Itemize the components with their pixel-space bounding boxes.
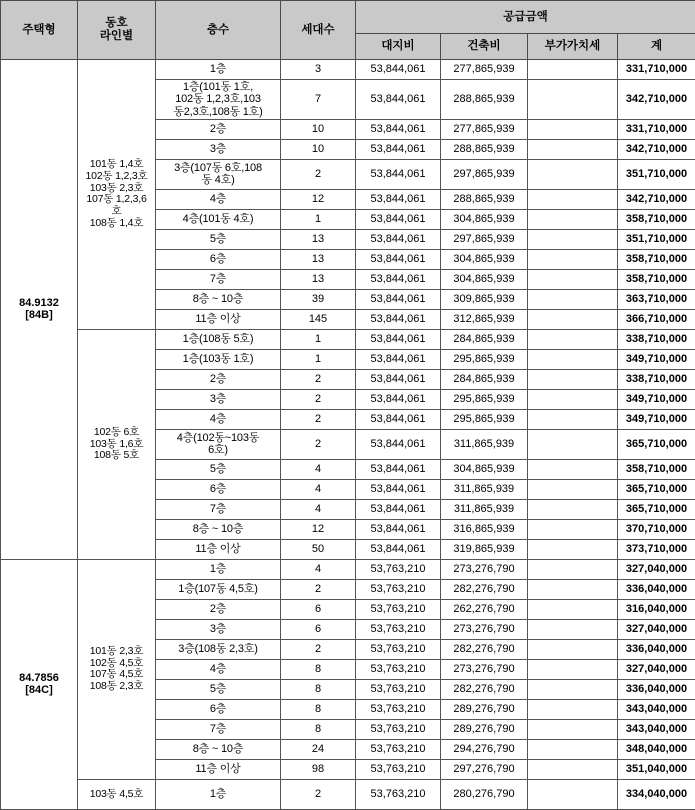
total-cell: 363,710,000 [618,289,695,309]
vat-cell [528,519,618,539]
line-by-unit-text: 103동 1,6호 [80,439,153,451]
vat-cell [528,329,618,349]
households-cell: 13 [281,229,356,249]
floor-cell: 3층 [156,389,281,409]
vat-cell [528,289,618,309]
housing-type-code: [84C] [3,684,75,696]
building-cost-cell: 294,276,790 [441,739,528,759]
floor-text: 1층(101동 1호, [158,81,278,93]
floor-cell: 2층 [156,369,281,389]
floor-cell: 8층 ~ 10층 [156,289,281,309]
building-cost-cell: 304,865,939 [441,249,528,269]
households-cell: 12 [281,189,356,209]
floor-cell: 5층 [156,679,281,699]
floor-cell: 1층 [156,60,281,80]
households-cell: 2 [281,639,356,659]
floor-cell: 11층 이상 [156,539,281,559]
land-cost-cell: 53,844,061 [356,519,441,539]
line-by-unit-text: 102동 4,5호 [80,658,153,670]
building-cost-cell: 311,865,939 [441,499,528,519]
floor-cell: 5층 [156,459,281,479]
land-cost-cell: 53,844,061 [356,499,441,519]
building-cost-cell: 316,865,939 [441,519,528,539]
header-supply-amount: 공급금액 [356,1,695,34]
vat-cell [528,699,618,719]
header-line-by-unit [78,1,156,60]
total-cell: 331,710,000 [618,119,695,139]
floor-cell: 1층(108동 5호) [156,329,281,349]
housing-type-cell [1,60,78,560]
households-cell: 4 [281,499,356,519]
building-cost-cell: 304,865,939 [441,459,528,479]
building-cost-cell: 288,865,939 [441,80,528,120]
households-cell: 2 [281,429,356,459]
line-by-unit-text: 102동 6호 [80,427,153,439]
floor-text: 동2,3호,108동 1호) [158,106,278,118]
households-cell: 10 [281,139,356,159]
floor-cell: 4층 [156,189,281,209]
building-cost-cell: 262,276,790 [441,599,528,619]
building-cost-cell: 295,865,939 [441,389,528,409]
floor-cell [156,80,281,120]
land-cost-cell: 53,844,061 [356,349,441,369]
vat-cell [528,639,618,659]
total-cell: 349,710,000 [618,409,695,429]
total-cell: 338,710,000 [618,369,695,389]
floor-cell: 6층 [156,479,281,499]
floor-text: 4층(102동~103동 [158,432,278,444]
land-cost-cell: 53,844,061 [356,159,441,189]
households-cell: 10 [281,119,356,139]
building-cost-cell: 304,865,939 [441,209,528,229]
housing-type-area: 84.9132 [3,297,75,309]
floor-cell: 11층 이상 [156,759,281,779]
vat-cell [528,119,618,139]
vat-cell [528,349,618,369]
vat-cell [528,159,618,189]
building-cost-cell: 297,865,939 [441,159,528,189]
building-cost-cell: 273,276,790 [441,559,528,579]
land-cost-cell: 53,763,210 [356,679,441,699]
vat-cell [528,189,618,209]
total-cell: 351,710,000 [618,159,695,189]
households-cell: 1 [281,329,356,349]
land-cost-cell: 53,844,061 [356,209,441,229]
households-cell: 4 [281,559,356,579]
floor-cell [156,429,281,459]
vat-cell [528,249,618,269]
vat-cell [528,559,618,579]
total-cell: 365,710,000 [618,479,695,499]
line-by-unit-text: 107동 4,5호 [80,669,153,681]
vat-cell [528,369,618,389]
land-cost-cell: 53,763,210 [356,759,441,779]
total-cell: 358,710,000 [618,269,695,289]
vat-cell [528,619,618,639]
land-cost-cell: 53,844,061 [356,269,441,289]
line-by-unit-text: 107동 1,2,3,6 [80,194,153,206]
vat-cell [528,719,618,739]
land-cost-cell: 53,844,061 [356,539,441,559]
line-by-unit-text: 호 [80,206,153,218]
line-by-unit-text: 108동 2,3호 [80,681,153,693]
households-cell: 145 [281,309,356,329]
floor-cell: 1층(103동 1호) [156,349,281,369]
floor-cell: 3층 [156,139,281,159]
total-cell: 365,710,000 [618,499,695,519]
land-cost-cell: 53,763,210 [356,699,441,719]
housing-type-area: 84.7856 [3,672,75,684]
line-by-unit-text: 101동 1,4호 [80,159,153,171]
table-row [1,329,695,349]
building-cost-cell: 297,276,790 [441,759,528,779]
building-cost-cell: 312,865,939 [441,309,528,329]
building-cost-cell: 282,276,790 [441,639,528,659]
vat-cell [528,309,618,329]
total-cell: 316,040,000 [618,599,695,619]
land-cost-cell: 53,763,210 [356,599,441,619]
total-cell: 358,710,000 [618,209,695,229]
floor-cell: 11층 이상 [156,309,281,329]
vat-cell [528,139,618,159]
total-cell: 351,040,000 [618,759,695,779]
land-cost-cell: 53,844,061 [356,80,441,120]
line-by-unit-text: 108동 5호 [80,450,153,462]
vat-cell [528,759,618,779]
building-cost-cell: 280,276,790 [441,779,528,809]
total-cell: 338,710,000 [618,329,695,349]
households-cell: 13 [281,249,356,269]
floor-text: 6호) [158,444,278,456]
land-cost-cell: 53,763,210 [356,659,441,679]
total-cell: 342,710,000 [618,189,695,209]
total-cell: 351,710,000 [618,229,695,249]
building-cost-cell: 282,276,790 [441,679,528,699]
building-cost-cell: 277,865,939 [441,119,528,139]
building-cost-cell: 289,276,790 [441,719,528,739]
vat-cell [528,479,618,499]
line-by-unit-text: 101동 2,3호 [80,646,153,658]
line-by-unit-cell [78,559,156,779]
vat-cell [528,80,618,120]
households-cell: 98 [281,759,356,779]
households-cell: 2 [281,579,356,599]
total-cell: 336,040,000 [618,639,695,659]
total-cell: 342,710,000 [618,139,695,159]
total-cell: 342,710,000 [618,80,695,120]
vat-cell [528,429,618,459]
land-cost-cell: 53,844,061 [356,429,441,459]
header-households: 세대수 [281,1,356,60]
households-cell: 4 [281,459,356,479]
header-vat: 부가가치세 [528,34,618,60]
households-cell: 1 [281,349,356,369]
floor-cell: 7층 [156,719,281,739]
vat-cell [528,779,618,809]
building-cost-cell: 311,865,939 [441,479,528,499]
households-cell: 8 [281,719,356,739]
building-cost-cell: 284,865,939 [441,369,528,389]
building-cost-cell: 311,865,939 [441,429,528,459]
building-cost-cell: 284,865,939 [441,329,528,349]
households-cell: 8 [281,679,356,699]
building-cost-cell: 282,276,790 [441,579,528,599]
building-cost-cell: 273,276,790 [441,619,528,639]
land-cost-cell: 53,844,061 [356,289,441,309]
building-cost-cell: 277,865,939 [441,60,528,80]
total-cell: 358,710,000 [618,459,695,479]
vat-cell [528,409,618,429]
building-cost-cell: 309,865,939 [441,289,528,309]
header-row-main [1,1,695,34]
total-cell: 349,710,000 [618,389,695,409]
land-cost-cell: 53,844,061 [356,249,441,269]
floor-cell: 7층 [156,269,281,289]
building-cost-cell: 295,865,939 [441,409,528,429]
floor-cell: 4층 [156,659,281,679]
land-cost-cell: 53,844,061 [356,389,441,409]
land-cost-cell: 53,844,061 [356,369,441,389]
header-building-cost: 건축비 [441,34,528,60]
land-cost-cell: 53,844,061 [356,459,441,479]
land-cost-cell: 53,844,061 [356,229,441,249]
vat-cell [528,499,618,519]
line-by-unit-cell [78,60,156,330]
floor-cell: 8층 ~ 10층 [156,739,281,759]
total-cell: 358,710,000 [618,249,695,269]
floor-text: 102동 1,2,3호,103 [158,93,278,105]
floor-cell: 3층 [156,619,281,639]
households-cell: 6 [281,619,356,639]
floor-cell: 7층 [156,499,281,519]
land-cost-cell: 53,763,210 [356,559,441,579]
vat-cell [528,659,618,679]
total-cell: 373,710,000 [618,539,695,559]
land-cost-cell: 53,844,061 [356,189,441,209]
land-cost-cell: 53,763,210 [356,779,441,809]
floor-cell: 8층 ~ 10층 [156,519,281,539]
line-by-unit-text: 108동 1,4호 [80,218,153,230]
total-cell: 343,040,000 [618,719,695,739]
floor-cell: 2층 [156,119,281,139]
building-cost-cell: 319,865,939 [441,539,528,559]
households-cell: 12 [281,519,356,539]
header-line-by-unit-line2: 라인별 [80,30,153,43]
total-cell: 370,710,000 [618,519,695,539]
total-cell: 343,040,000 [618,699,695,719]
line-by-unit-text: 103동 2,3호 [80,183,153,195]
floor-cell: 1층 [156,779,281,809]
vat-cell [528,539,618,559]
building-cost-cell: 295,865,939 [441,349,528,369]
households-cell: 8 [281,699,356,719]
floor-cell: 1층 [156,559,281,579]
total-cell: 327,040,000 [618,619,695,639]
floor-cell [156,159,281,189]
floor-cell: 1층(107동 4,5호) [156,579,281,599]
vat-cell [528,679,618,699]
households-cell: 24 [281,739,356,759]
vat-cell [528,229,618,249]
building-cost-cell: 304,865,939 [441,269,528,289]
households-cell: 2 [281,409,356,429]
households-cell: 2 [281,779,356,809]
header-line-by-unit-line1: 동호 [80,17,153,30]
land-cost-cell: 53,844,061 [356,139,441,159]
vat-cell [528,459,618,479]
total-cell: 334,040,000 [618,779,695,809]
vat-cell [528,739,618,759]
floor-cell: 4층(101동 4호) [156,209,281,229]
building-cost-cell: 297,865,939 [441,229,528,249]
households-cell: 7 [281,80,356,120]
header-floors: 층수 [156,1,281,60]
households-cell: 39 [281,289,356,309]
land-cost-cell: 53,763,210 [356,739,441,759]
table-row [1,60,695,80]
vat-cell [528,389,618,409]
floor-cell: 3층(108동 2,3호) [156,639,281,659]
households-cell: 2 [281,369,356,389]
floor-cell: 4층 [156,409,281,429]
total-cell: 348,040,000 [618,739,695,759]
building-cost-cell: 288,865,939 [441,139,528,159]
households-cell: 2 [281,389,356,409]
households-cell: 6 [281,599,356,619]
floor-cell: 6층 [156,249,281,269]
households-cell: 1 [281,209,356,229]
total-cell: 349,710,000 [618,349,695,369]
line-by-unit-cell [78,779,156,809]
building-cost-cell: 288,865,939 [441,189,528,209]
building-cost-cell: 273,276,790 [441,659,528,679]
total-cell: 365,710,000 [618,429,695,459]
housing-type-cell [1,559,78,809]
total-cell: 336,040,000 [618,579,695,599]
land-cost-cell: 53,763,210 [356,719,441,739]
land-cost-cell: 53,844,061 [356,60,441,80]
households-cell: 4 [281,479,356,499]
households-cell: 8 [281,659,356,679]
households-cell: 13 [281,269,356,289]
land-cost-cell: 53,844,061 [356,479,441,499]
table-row [1,779,695,809]
floor-cell: 6층 [156,699,281,719]
header-housing-type: 주택형 [1,1,78,60]
header-total: 계 [618,34,695,60]
floor-cell: 2층 [156,599,281,619]
land-cost-cell: 53,763,210 [356,579,441,599]
line-by-unit-cell [78,329,156,559]
land-cost-cell: 53,763,210 [356,619,441,639]
land-cost-cell: 53,844,061 [356,329,441,349]
table-body [1,60,695,810]
header-land-cost: 대지비 [356,34,441,60]
land-cost-cell: 53,763,210 [356,639,441,659]
total-cell: 331,710,000 [618,60,695,80]
vat-cell [528,599,618,619]
floor-cell: 5층 [156,229,281,249]
total-cell: 327,040,000 [618,559,695,579]
total-cell: 327,040,000 [618,659,695,679]
vat-cell [528,209,618,229]
vat-cell [528,579,618,599]
floor-text: 3층(107동 6호,108 [158,162,278,174]
households-cell: 2 [281,159,356,189]
households-cell: 50 [281,539,356,559]
land-cost-cell: 53,844,061 [356,119,441,139]
line-by-unit-text: 102동 1,2,3호 [80,171,153,183]
vat-cell [528,269,618,289]
total-cell: 366,710,000 [618,309,695,329]
table-row [1,559,695,579]
vat-cell [528,60,618,80]
housing-type-code: [84B] [3,309,75,321]
land-cost-cell: 53,844,061 [356,309,441,329]
line-by-unit-text: 103동 4,5호 [80,789,153,801]
land-cost-cell: 53,844,061 [356,409,441,429]
total-cell: 336,040,000 [618,679,695,699]
households-cell: 3 [281,60,356,80]
table-header [1,1,695,60]
building-cost-cell: 289,276,790 [441,699,528,719]
floor-text: 동 4호) [158,174,278,186]
